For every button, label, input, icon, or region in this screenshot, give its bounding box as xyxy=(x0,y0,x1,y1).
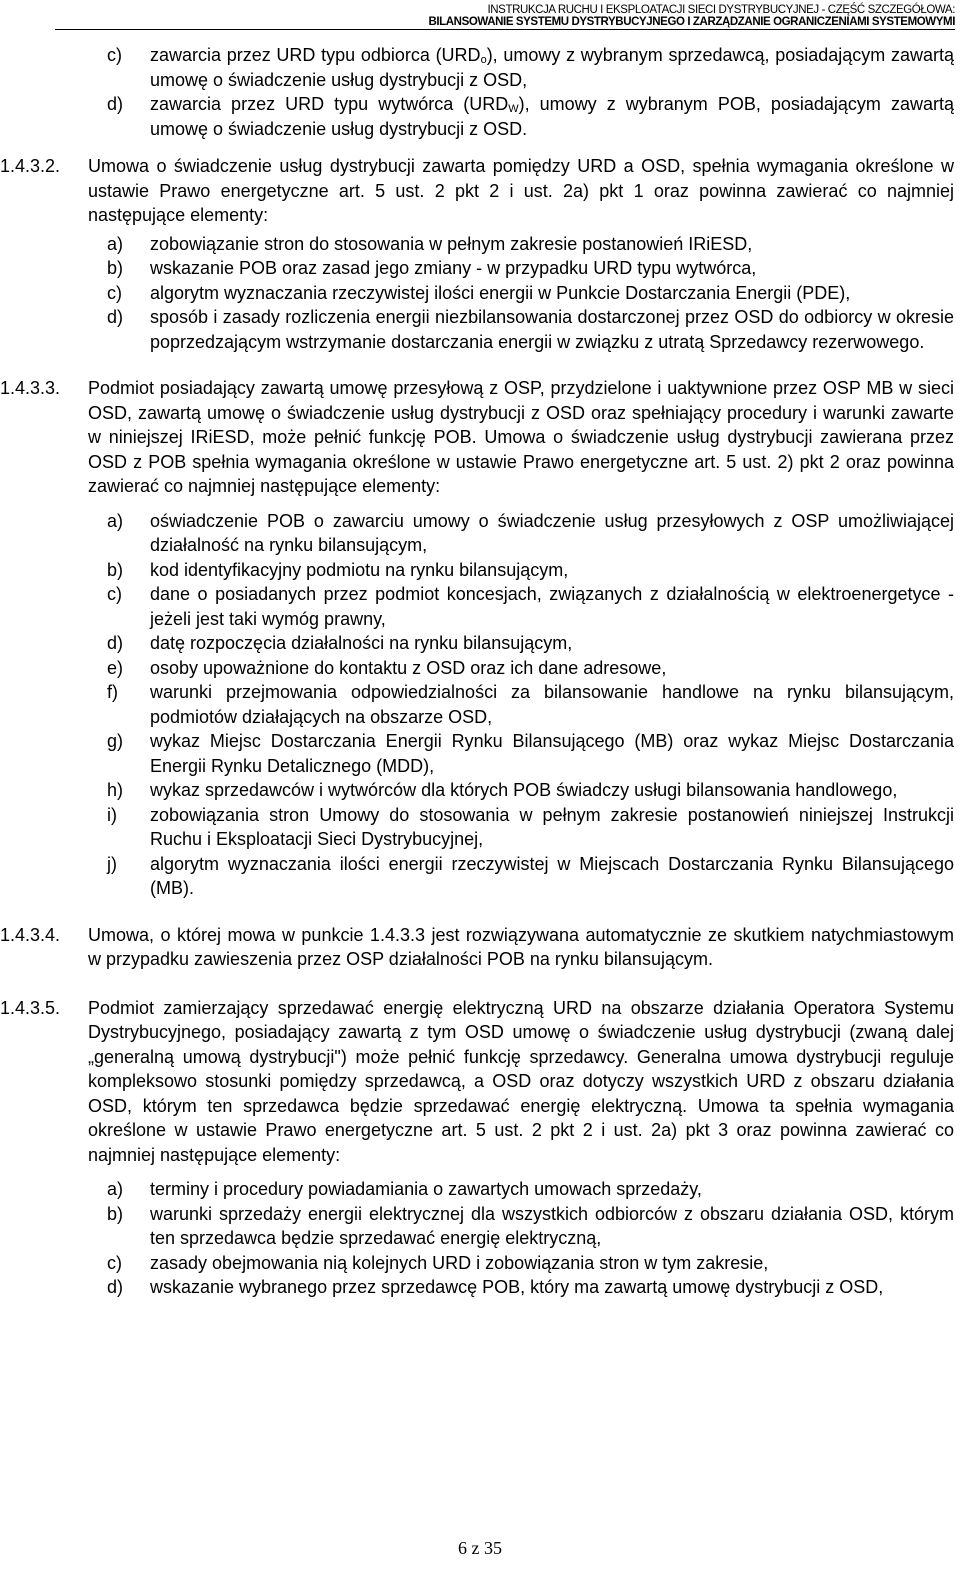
list-text: warunki przejmowania odpowiedzialności za bilansowanie handlowe na rynku bilansującym, podmiotów działających na obszarze OSD, xyxy=(150,682,954,727)
list-item xyxy=(88,256,954,281)
list-label: f) xyxy=(107,682,118,702)
list-item xyxy=(88,631,954,656)
section-1-4-3-4 xyxy=(0,923,954,972)
list-item xyxy=(0,43,954,92)
list-item xyxy=(0,92,954,141)
list-item xyxy=(88,281,954,306)
list-label: b) xyxy=(107,1203,124,1224)
section-number: 1.4.3.3. xyxy=(0,378,61,398)
header-line-2: BILANSOWANIE SYSTEMU DYSTRYBUCYJNEGO I ZARZĄDZANIE OGRANICZENIAMI SYSTEMOWYMI xyxy=(55,16,955,30)
list-text: sposób i zasady rozliczenia energii niezbilansowania dostarczonej przez OSD do odbiorcy w okresie poprzedzającym wstrzymanie dostarczania energii w związku z utratą Sprzedawcy rezerwowego. xyxy=(150,307,954,352)
list-item xyxy=(88,852,954,901)
list-label: c) xyxy=(107,45,122,65)
header-line-1: INSTRUKCJA RUCHU I EKSPLOATACJI SIECI DYSTRYBUCYJNEJ - CZĘŚĆ SZCZEGÓŁOWA: xyxy=(487,4,955,16)
list-item xyxy=(88,305,954,354)
list-text: oświadczenie POB o zawarciu umowy o świadczenie usług przesyłowych z OSP umożliwiającej działalność na rynku bilansującym, xyxy=(150,510,954,555)
list-label: b) xyxy=(107,559,124,580)
list-text: wskazanie POB oraz zasad jego zmiany - w przypadku URD typu wytwórca, xyxy=(150,258,757,278)
page-number: 6 z 35 xyxy=(458,1538,502,1558)
list-item xyxy=(88,1177,954,1202)
list-item xyxy=(88,232,954,257)
list-text: wykaz Miejsc Dostarczania Energii Rynku Bilansującego (MB) oraz wykaz Miejsc Dostarczania Energii Rynku Detalicznego (MDD), xyxy=(150,731,954,776)
list-text: zobowiązania stron Umowy do stosowania w pełnym zakresie postanowień niniejszej Instrukcji Ruchu i Eksploatacji Sieci Dystrybucyjnej, xyxy=(150,804,954,849)
section-1-4-3-3 xyxy=(0,376,954,901)
list-item xyxy=(88,582,954,631)
section-1-4-3-5 xyxy=(0,996,954,1300)
list-label: d) xyxy=(107,1277,124,1297)
document-body xyxy=(0,43,954,1300)
list-item xyxy=(88,1202,954,1251)
list-text: dane o posiadanych przez podmiot koncesjach, związanych z działalnością w elektroenergetyce - jeżeli jest taki wymóg prawny, xyxy=(150,584,954,629)
list-label: d) xyxy=(107,307,124,327)
list-label: d) xyxy=(107,94,124,114)
list-label: a) xyxy=(107,1179,124,1199)
list-label: h) xyxy=(107,780,124,800)
list-text: datę rozpoczęcia działalności na rynku bilansującym, xyxy=(150,633,573,653)
list-text: terminy i procedury powiadamiania o zawartych umowach sprzedaży, xyxy=(150,1179,702,1199)
list-text: zawarcia przez URD typu odbiorca $(URD_o)$, umowy z wybranym sprzedawcą, posiadającym zawartą umowę o świadczenie usług dystrybucji z OSD, xyxy=(150,45,954,90)
list-item xyxy=(88,680,954,729)
section-number: 1.4.3.4. xyxy=(0,924,61,945)
list-label: i) xyxy=(107,804,117,825)
section-text: Podmiot posiadający zawartą umowę przesyłową z OSP, przydzielone i uaktywnione przez OSP MB w sieci OSD, zawartą umowę o świadczenie usług dystrybucji z OSD oraz spełniający procedury i warunki zawarte w niniejszej IRiESD, może pełnić funkcję POB. Umowa o świadczenie usług dystrybucji zawierana przez OSD z POB spełnia wymagania określone w ustawie Prawo energetyczne art. 5 ust. 2) pkt 2 oraz powinna zawierać co najmniej następujące elementy: xyxy=(88,378,954,496)
list-item xyxy=(88,778,954,803)
list-label: c) xyxy=(107,1252,122,1273)
list-label: d) xyxy=(107,633,124,653)
list-item xyxy=(88,803,954,852)
list-item xyxy=(88,729,954,778)
list-label: c) xyxy=(107,584,122,604)
list-label: g) xyxy=(107,731,124,751)
list-text: zawarcia przez URD typu wytwórca $(URD_W)$, umowy z wybranym POB, posiadającym zawartą umowę o świadczenie usług dystrybucji z OSD. xyxy=(150,94,954,139)
list-label: a) xyxy=(107,510,124,531)
section-number: 1.4.3.2. xyxy=(0,156,61,176)
section-1-4-3-2 xyxy=(0,154,954,354)
list-item xyxy=(88,656,954,681)
list-item xyxy=(88,1251,954,1276)
list-label: j) xyxy=(107,853,117,874)
list-item xyxy=(88,1275,954,1300)
section-text: Umowa o świadczenie usług dystrybucji zawarta pomiędzy URD a OSD, spełnia wymagania określone w ustawie Prawo energetyczne art. 5 ust. 2 pkt 2 i ust. 2a) pkt 1 oraz powinna zawierać co najmniej następujące elementy: xyxy=(88,156,954,225)
section-text: Podmiot zamierzający sprzedawać energię elektryczną URD na obszarze działania Operatora Systemu Dystrybucyjnego, posiadający zawartą z tym OSD umowę o świadczenie usług dystrybucji (zwaną dalej „generalną umową dystrybucji") może pełnić funkcję sprzedawcy. Generalna umowa dystrybucji reguluje kompleksowo stosunki pomiędzy sprzedawcą, a OSD oraz dotyczy wszystkich URD z obszaru działania OSD, którym ten sprzedawca będzie sprzedawać energię elektryczną. Umowa ta spełnia wymagania określone w ustawie Prawo energetyczne art. 5 ust. 2 pkt 2 i ust. 2a) pkt 3 oraz powinna zawierać co najmniej następujące elementy: xyxy=(88,997,954,1165)
list-text: zobowiązanie stron do stosowania w pełnym zakresie postanowień IRiESD, xyxy=(150,233,753,254)
list-label: b) xyxy=(107,258,124,278)
list-label: e) xyxy=(107,657,124,678)
section-list xyxy=(88,509,954,901)
top-list xyxy=(0,43,954,141)
section-text: Umowa, o której mowa w punkcie 1.4.3.3 jest rozwiązywana automatycznie ze skutkiem natychmiastowym w przypadku zawieszenia przez OSP działalności POB na rynku bilansującym. xyxy=(88,924,954,969)
running-header xyxy=(55,4,955,30)
list-item xyxy=(88,509,954,558)
list-text: algorytm wyznaczania ilości energii rzeczywistej w Miejscach Dostarczania Rynku Bilansującego (MB). xyxy=(150,853,954,898)
section-list xyxy=(88,232,954,355)
list-text: osoby upoważnione do kontaktu z OSD oraz ich dane adresowe, xyxy=(150,657,667,678)
section-number: 1.4.3.5. xyxy=(0,997,61,1018)
list-text: kod identyfikacyjny podmiotu na rynku bilansującym, xyxy=(150,559,569,580)
section-list xyxy=(88,1177,954,1300)
list-item xyxy=(88,558,954,583)
list-text: zasady obejmowania nią kolejnych URD i zobowiązania stron w tym zakresie, xyxy=(150,1252,769,1273)
list-text: wykaz sprzedawców i wytwórców dla których POB świadczy usługi bilansowania handlowego, xyxy=(150,780,898,800)
list-text: wskazanie wybranego przez sprzedawcę POB, który ma zawartą umowę dystrybucji z OSD, xyxy=(150,1277,884,1297)
list-text: warunki sprzedaży energii elektrycznej dla wszystkich odbiorców z obszaru działania OSD, którym ten sprzedawca będzie sprzedawać energię elektryczną, xyxy=(150,1203,954,1248)
list-text: algorytm wyznaczania rzeczywistej ilości energii w Punkcie Dostarczania Energii (PDE), xyxy=(150,282,851,303)
list-label: c) xyxy=(107,282,122,303)
list-label: a) xyxy=(107,233,124,254)
